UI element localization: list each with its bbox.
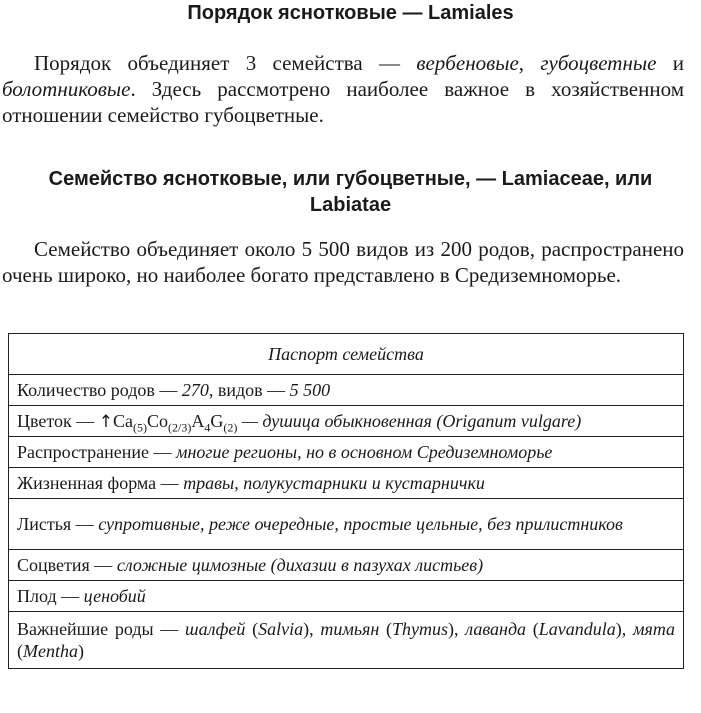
passport-table (8, 333, 684, 669)
table-row (9, 499, 684, 550)
family-name: вербеновые (416, 51, 519, 75)
zygomorphic-arrow-icon: ↑ (98, 411, 114, 432)
table-row (9, 550, 684, 581)
row-inflorescence: Соцветия — сложные цимозные (дихазии в пазухах листьев) (9, 550, 684, 581)
row-flower-formula: Цветок — $↑Ca_{(5)}Co_{(2/3)}A_4G_{(2)}$ — душица обыкновенная (Origanum vulgare) (9, 406, 684, 437)
family-name: губоцветные (540, 51, 657, 75)
section-heading: Семейство яснотковые, или губоцветные, — Lamiaceae, или Labiatae (48, 168, 653, 216)
table-row (9, 406, 684, 437)
row-fruit: Плод — ценобий (9, 581, 684, 612)
family-paragraph: Семейство объединяет около 5 500 видов из 200 родов, распространено очень широко, но наиболее богато представлено в Средиземноморье. (2, 237, 684, 287)
table-row (9, 468, 684, 499)
row-distribution: Распространение — многие регионы, но в основном Средиземноморье (9, 437, 684, 468)
passport-title: Паспорт семейства (9, 334, 684, 375)
table-row (9, 437, 684, 468)
intro-paragraph: Порядок объединяет 3 семейства — вербеновые, губоцветные и болотниковые. Здесь рассмотрено наиболее важное в хозяйственном отношении семейство губоцветные. (2, 51, 684, 127)
row-life-form: Жизненная форма — травы, полукустарники и кустарнички (9, 468, 684, 499)
row-leaves: Листья — супротивные, реже очередные, простые цельные, без прилистников (9, 499, 684, 550)
flower-formula: $↑Ca_{(5)}Co_{(2/3)}A_4G_{(2)}$ (98, 410, 238, 435)
row-genera-count: Количество родов — 270, видов — 5 500 (9, 375, 684, 406)
row-main-genera: Важнейшие роды — шалфей (Salvia), тимьян (Thymus), лаванда (Lavandula), мята (Mentha) (9, 612, 684, 669)
table-row (9, 612, 684, 669)
table-row (9, 581, 684, 612)
order-heading: Порядок яснотковые — Lamiales (187, 2, 514, 24)
table-row (9, 375, 684, 406)
family-name: болотниковые (2, 77, 131, 101)
table-header-row (9, 334, 684, 375)
